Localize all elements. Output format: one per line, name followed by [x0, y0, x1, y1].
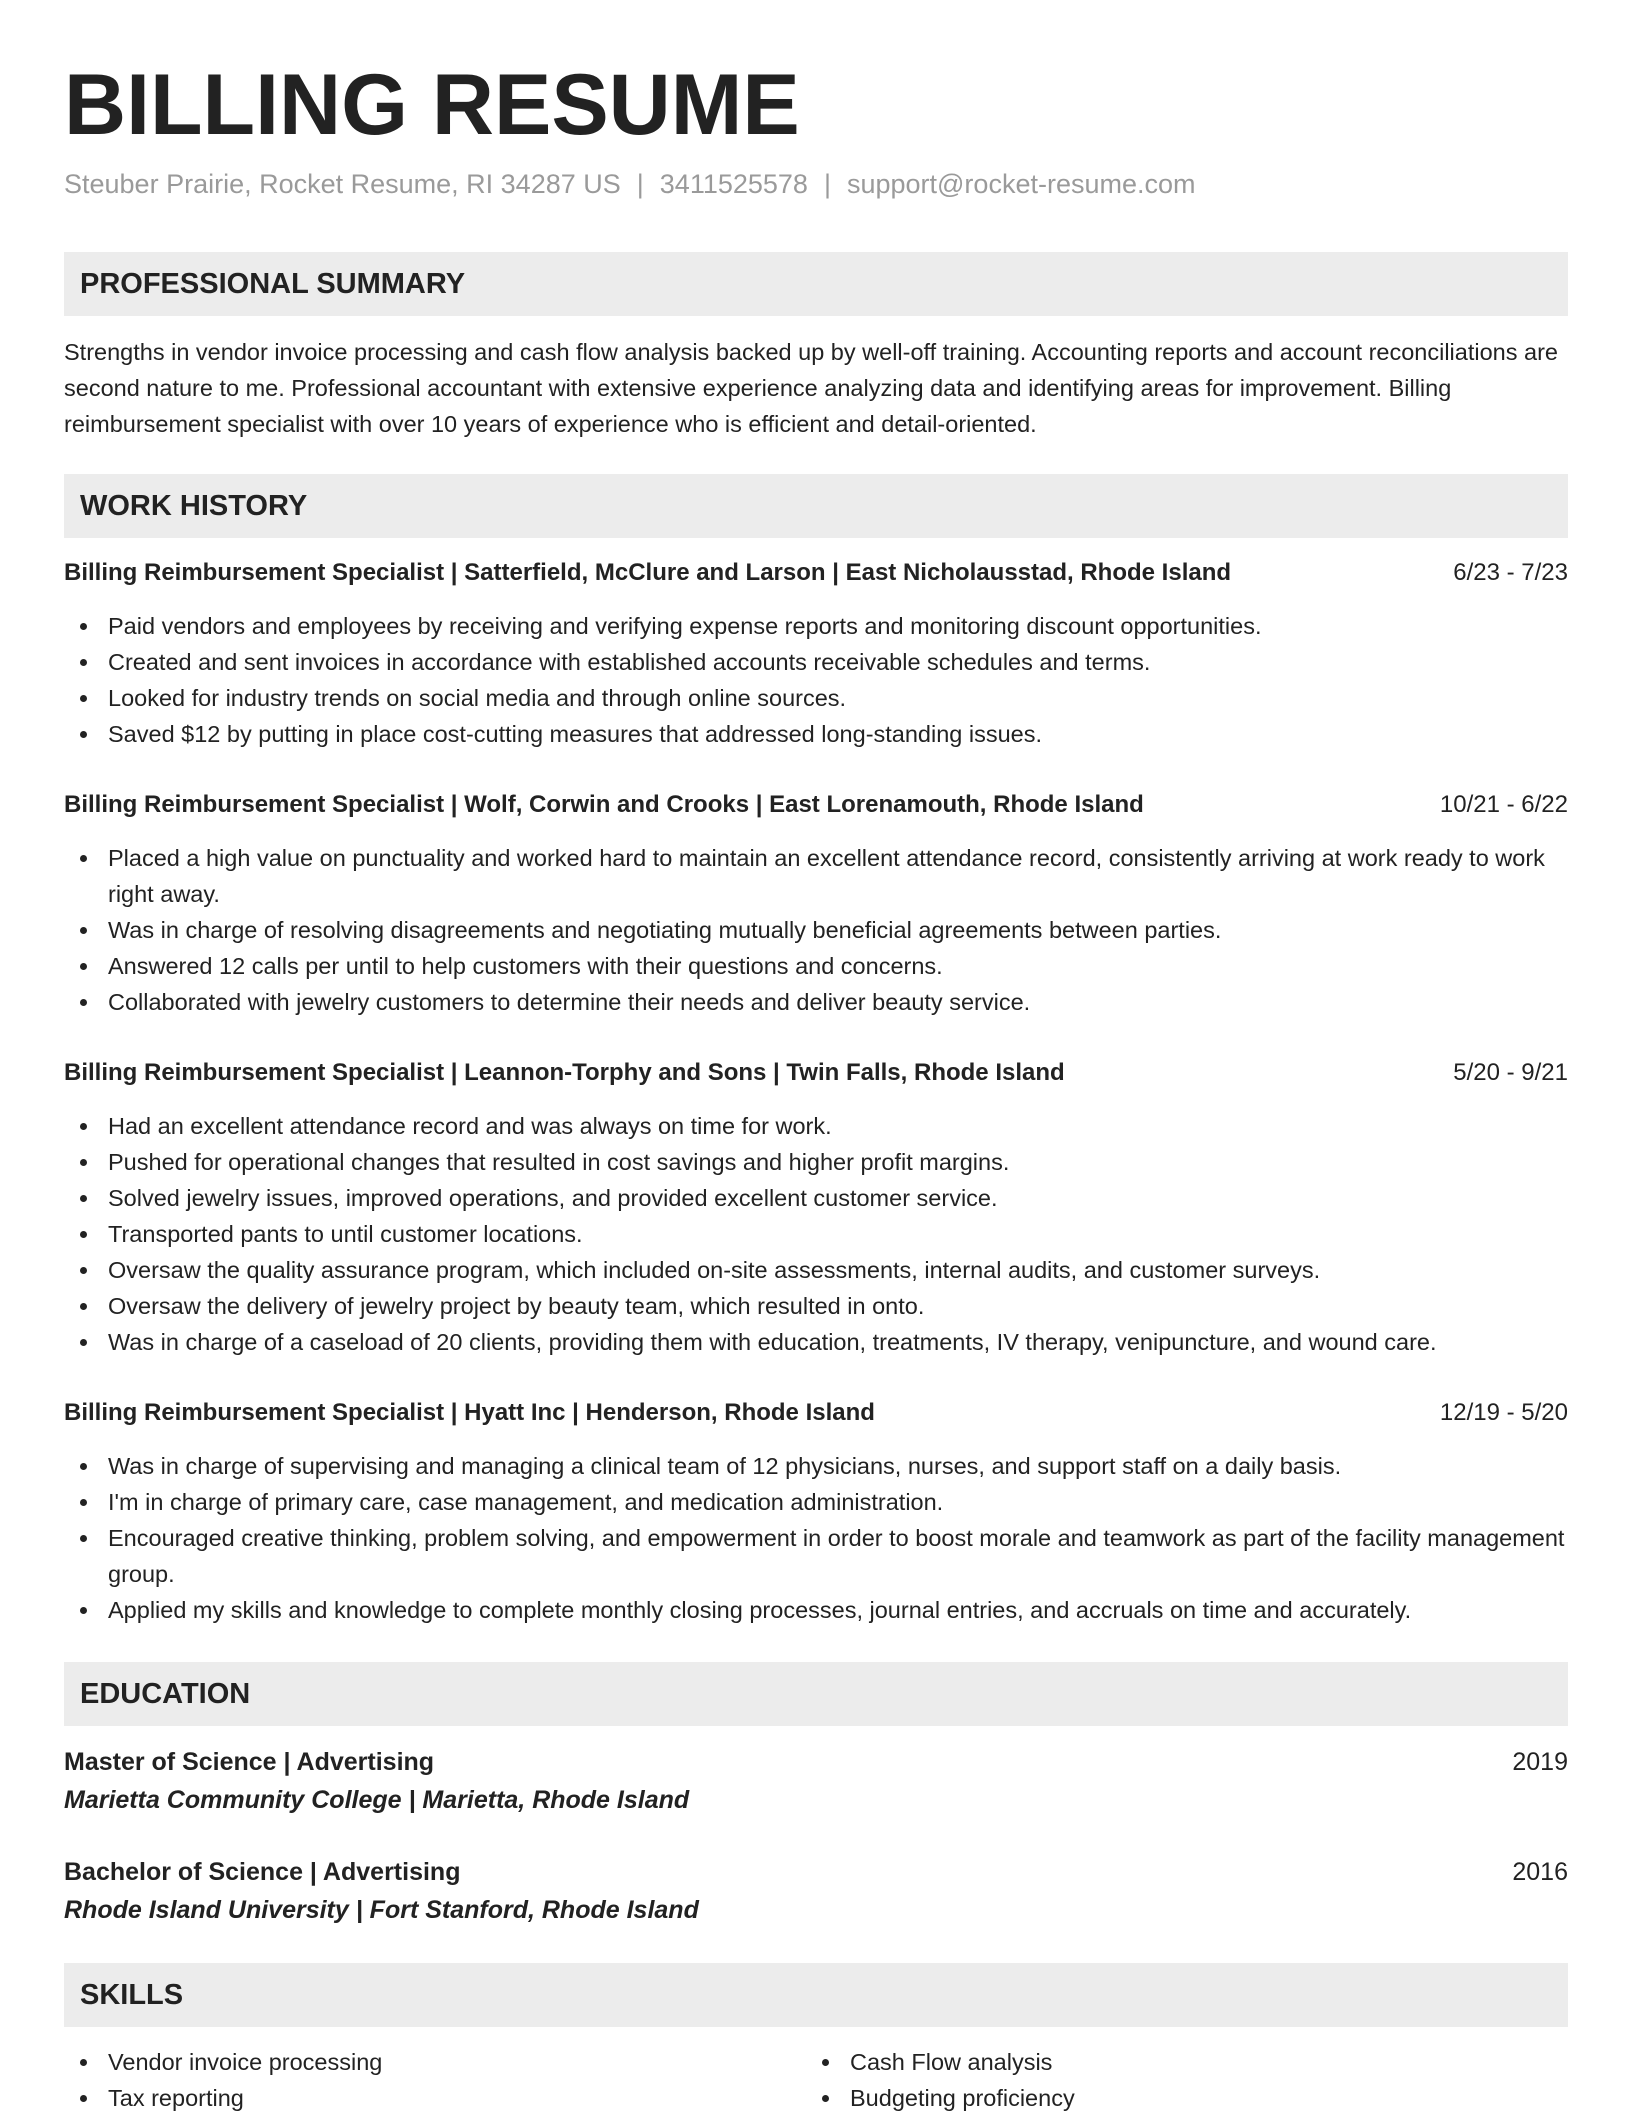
contact-line	[64, 166, 1196, 202]
job-title: Billing Reimbursement Specialist | Wolf, Corwin and Crooks | East Lorenamouth, Rhode Island	[64, 791, 1144, 818]
section-header-summary	[64, 252, 1568, 316]
job-bullet: Was in charge of supervising and managing a clinical team of 12 physicians, nurses, and support staff on a daily basis.	[64, 1448, 1568, 1484]
skill-item: Cash Flow analysis	[806, 2044, 1506, 2080]
job-entry	[64, 555, 1568, 752]
contact-separator: |	[636, 169, 644, 199]
section-title: EDUCATION	[80, 1678, 251, 1710]
job-dates: 10/21 - 6/22	[1439, 791, 1568, 818]
job-title: Billing Reimbursement Specialist | Satterfield, McClure and Larson | East Nicholausstad, Rhode Island	[64, 559, 1232, 586]
education-header	[64, 1853, 1568, 1891]
job-bullet: Oversaw the quality assurance program, which included on-site assessments, internal audits, and customer surveys.	[64, 1252, 1568, 1288]
job-bullet: Answered 12 calls per until to help customers with their questions and concerns.	[64, 948, 1568, 984]
job-dates: 12/19 - 5/20	[1439, 1399, 1568, 1426]
contact-address: Steuber Prairie, Rocket Resume, RI 34287 US	[64, 169, 621, 199]
job-bullet: Was in charge of a caseload of 20 clients, providing them with education, treatments, IV therapy, venipuncture, and wound care.	[64, 1324, 1568, 1360]
skill-item: Budgeting proficiency	[806, 2080, 1506, 2112]
job-bullets	[64, 840, 1568, 1020]
job-bullet: Transported pants to until customer locations.	[64, 1216, 1568, 1252]
job-dates: 6/23 - 7/23	[1453, 559, 1568, 586]
job-bullet: Placed a high value on punctuality and worked hard to maintain an excellent attendance record, consistently arriving at work ready to work right away.	[64, 840, 1568, 912]
job-header	[64, 787, 1568, 823]
contact-phone: 3411525578	[659, 169, 808, 199]
section-header-work-history	[64, 474, 1568, 538]
job-entry	[64, 1055, 1568, 1360]
job-header	[64, 555, 1568, 591]
job-entry	[64, 1395, 1568, 1628]
job-bullet: Applied my skills and knowledge to complete monthly closing processes, journal entries, and accruals on time and accurately.	[64, 1592, 1568, 1628]
job-entry	[64, 787, 1568, 1020]
job-bullet: Paid vendors and employees by receiving and verifying expense reports and monitoring discount opportunities.	[64, 608, 1568, 644]
education-degree: Bachelor of Science | Advertising	[64, 1858, 461, 1886]
job-bullets	[64, 608, 1568, 752]
section-title: PROFESSIONAL SUMMARY	[80, 268, 466, 300]
skills-column-left	[64, 2044, 764, 2112]
job-bullet: Was in charge of resolving disagreements and negotiating mutually beneficial agreements between parties.	[64, 912, 1568, 948]
education-entry	[64, 1743, 1568, 1819]
job-bullet: I'm in charge of primary care, case management, and medication administration.	[64, 1484, 1568, 1520]
job-header	[64, 1055, 1568, 1091]
summary-text: Strengths in vendor invoice processing and cash flow analysis backed up by well-off training. Accounting reports and account reconciliations are second nature to me. Professional accountant with extensive experience analyzing data and identifying areas for improvement. Billing reimbursement specialist with over 10 years of experience who is efficient and detail-oriented.	[64, 339, 1558, 437]
resume-title: BILLING RESUME	[64, 57, 800, 153]
section-header-skills	[64, 1963, 1568, 2027]
job-dates: 5/20 - 9/21	[1453, 1059, 1568, 1086]
job-title: Billing Reimbursement Specialist | Hyatt Inc | Henderson, Rhode Island	[64, 1399, 875, 1426]
education-school: Rhode Island University | Fort Stanford, Rhode Island	[64, 1896, 699, 1924]
contact-email: support@rocket-resume.com	[846, 169, 1196, 199]
skills-column-right	[806, 2044, 1506, 2112]
job-bullet: Solved jewelry issues, improved operations, and provided excellent customer service.	[64, 1180, 1568, 1216]
education-school: Marietta Community College | Marietta, Rhode Island	[64, 1786, 690, 1814]
section-title: WORK HISTORY	[80, 490, 308, 522]
contact-separator: |	[823, 169, 831, 199]
section-title: SKILLS	[80, 1979, 184, 2011]
education-degree: Master of Science | Advertising	[64, 1748, 435, 1776]
job-bullet: Pushed for operational changes that resulted in cost savings and higher profit margins.	[64, 1144, 1568, 1180]
job-bullet: Had an excellent attendance record and was always on time for work.	[64, 1108, 1568, 1144]
job-bullet: Looked for industry trends on social media and through online sources.	[64, 680, 1568, 716]
job-bullet: Encouraged creative thinking, problem solving, and empowerment in order to boost morale and teamwork as part of the facility management group.	[64, 1520, 1568, 1592]
skill-item: Vendor invoice processing	[64, 2044, 764, 2080]
section-header-education	[64, 1662, 1568, 1726]
job-bullet: Collaborated with jewelry customers to determine their needs and deliver beauty service.	[64, 984, 1568, 1020]
education-entry	[64, 1853, 1568, 1929]
skill-item: Tax reporting	[64, 2080, 764, 2112]
job-bullet: Saved $12 by putting in place cost-cutting measures that addressed long-standing issues.	[64, 716, 1568, 752]
job-bullet: Created and sent invoices in accordance with established accounts receivable schedules and terms.	[64, 644, 1568, 680]
education-year: 2019	[1512, 1748, 1568, 1776]
job-bullets	[64, 1448, 1568, 1628]
job-title: Billing Reimbursement Specialist | Leannon-Torphy and Sons | Twin Falls, Rhode Island	[64, 1059, 1065, 1086]
job-bullets	[64, 1108, 1568, 1360]
education-year: 2016	[1512, 1858, 1568, 1886]
education-header	[64, 1743, 1568, 1781]
job-header	[64, 1395, 1568, 1431]
job-bullet: Oversaw the delivery of jewelry project by beauty team, which resulted in onto.	[64, 1288, 1568, 1324]
